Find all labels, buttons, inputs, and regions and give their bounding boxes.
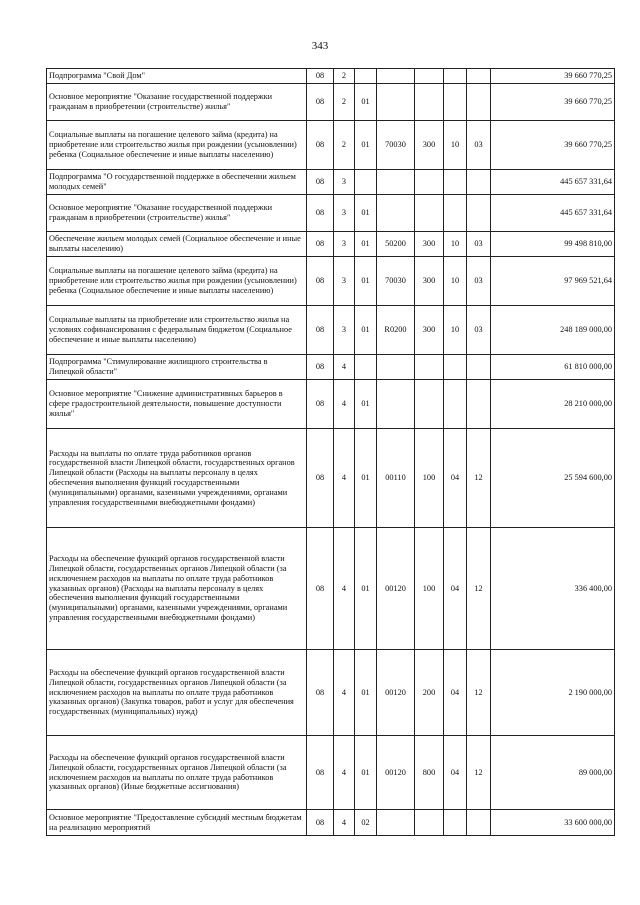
amount-cell: 25 594 600,00 [491,429,615,528]
col3-cell: 01 [355,84,377,121]
amount-cell: 39 660 770,25 [491,69,615,84]
col7-cell: 12 [467,528,491,650]
col2-cell: 2 [334,69,355,84]
row-name-cell: Подпрограмма "О государственной поддержке в обеспечении жильем молодых семей" [47,170,307,195]
col2-cell: 3 [334,195,355,232]
col5-cell: 200 [415,650,444,736]
amount-cell: 61 810 000,00 [491,355,615,380]
table-row [47,170,615,195]
col6-cell [444,810,467,836]
budget-table [46,68,615,836]
col7-cell: 03 [467,306,491,355]
col1-cell: 08 [307,306,334,355]
col1-cell: 08 [307,195,334,232]
col3-cell [355,69,377,84]
col4-cell: 00110 [377,429,415,528]
col2-cell: 2 [334,84,355,121]
col5-cell: 300 [415,121,444,170]
col2-cell: 4 [334,355,355,380]
col6-cell [444,69,467,84]
amount-cell: 28 210 000,00 [491,380,615,429]
col1-cell: 08 [307,84,334,121]
col2-cell: 3 [334,232,355,257]
col6-cell: 10 [444,232,467,257]
amount-cell: 89 000,00 [491,736,615,810]
col7-cell [467,84,491,121]
row-name-cell: Подпрограмма "Стимулирование жилищного строительства в Липецкой области" [47,355,307,380]
col3-cell: 01 [355,736,377,810]
col1-cell: 08 [307,257,334,306]
col5-cell: 300 [415,232,444,257]
col7-cell: 12 [467,736,491,810]
col7-cell [467,810,491,836]
col3-cell: 01 [355,528,377,650]
row-name-cell: Социальные выплаты на погашение целевого займа (кредита) на приобретение или строительство жилья при рождении (усыновлении) ребенка (Социальное обеспечение и иные выплаты населению) [47,257,307,306]
col4-cell [377,170,415,195]
col4-cell [377,84,415,121]
col3-cell: 01 [355,380,377,429]
col6-cell: 04 [444,528,467,650]
amount-cell: 2 190 000,00 [491,650,615,736]
col4-cell: 50200 [377,232,415,257]
col7-cell: 03 [467,121,491,170]
col3-cell: 01 [355,306,377,355]
table-row [47,650,615,736]
col3-cell: 01 [355,121,377,170]
col1-cell: 08 [307,380,334,429]
table-row [47,736,615,810]
table-row [47,195,615,232]
col3-cell [355,170,377,195]
col6-cell [444,84,467,121]
col7-cell [467,69,491,84]
col1-cell: 08 [307,810,334,836]
col6-cell [444,170,467,195]
col4-cell [377,69,415,84]
col2-cell: 4 [334,528,355,650]
col2-cell: 4 [334,429,355,528]
col1-cell: 08 [307,355,334,380]
col3-cell: 01 [355,650,377,736]
col5-cell: 100 [415,429,444,528]
row-name-cell: Основное мероприятие "Оказание государственной поддержки гражданам в приобретении (строительстве) жилья" [47,84,307,121]
col7-cell: 03 [467,232,491,257]
col6-cell: 10 [444,306,467,355]
col5-cell [415,810,444,836]
amount-cell: 445 657 331,64 [491,195,615,232]
col7-cell [467,170,491,195]
row-name-cell: Расходы на выплаты по оплате труда работников органов государственной власти Липецкой области, государственных органов Липецкой области (Расходы на выплаты персоналу в целях обеспечения выполнения функций государственными (муниципальными) органами, казенными учреждениями, органами управления государственными внебюджетными фондами) [47,429,307,528]
col7-cell: 03 [467,257,491,306]
col1-cell: 08 [307,69,334,84]
col1-cell: 08 [307,429,334,528]
col5-cell [415,84,444,121]
col4-cell [377,355,415,380]
amount-cell: 39 660 770,25 [491,121,615,170]
table-row [47,355,615,380]
row-name-cell: Социальные выплаты на приобретение или строительство жилья на условиях софинансирования с федеральным бюджетом (Социальное обеспечение и иные выплаты населению) [47,306,307,355]
col2-cell: 3 [334,306,355,355]
table-row [47,69,615,84]
col5-cell [415,170,444,195]
table-row [47,810,615,836]
col3-cell: 01 [355,257,377,306]
col3-cell: 02 [355,810,377,836]
amount-cell: 248 189 000,00 [491,306,615,355]
col5-cell: 300 [415,306,444,355]
col1-cell: 08 [307,232,334,257]
col2-cell: 4 [334,380,355,429]
col6-cell: 10 [444,257,467,306]
table-row [47,429,615,528]
col4-cell [377,810,415,836]
col4-cell: 00120 [377,736,415,810]
amount-cell: 97 969 521,64 [491,257,615,306]
col7-cell: 12 [467,429,491,528]
table-row [47,528,615,650]
col6-cell: 04 [444,650,467,736]
col5-cell [415,380,444,429]
col7-cell: 12 [467,650,491,736]
page-number: 343 [311,40,329,52]
col4-cell: 00120 [377,528,415,650]
col5-cell: 100 [415,528,444,650]
col2-cell: 4 [334,736,355,810]
col6-cell [444,355,467,380]
col6-cell [444,380,467,429]
row-name-cell: Расходы на обеспечение функций органов государственной власти Липецкой области, государственных органов Липецкой области (за исключением расходов на выплаты по оплате труда работников указанных органов) (Закупка товаров, работ и услуг для обеспечения государственных (муниципальных) нужд) [47,650,307,736]
col2-cell: 4 [334,650,355,736]
table-row [47,257,615,306]
col5-cell [415,355,444,380]
table-row [47,306,615,355]
amount-cell: 336 400,00 [491,528,615,650]
amount-cell: 33 600 000,00 [491,810,615,836]
col1-cell: 08 [307,650,334,736]
col1-cell: 08 [307,170,334,195]
amount-cell: 445 657 331,64 [491,170,615,195]
col4-cell: 70030 [377,257,415,306]
col7-cell [467,355,491,380]
amount-cell: 99 498 810,00 [491,232,615,257]
col5-cell: 800 [415,736,444,810]
col6-cell: 04 [444,736,467,810]
table-row [47,84,615,121]
row-name-cell: Основное мероприятие "Предоставление субсидий местным бюджетам на реализацию мероприятий [47,810,307,836]
col7-cell [467,380,491,429]
col2-cell: 3 [334,170,355,195]
col1-cell: 08 [307,736,334,810]
row-name-cell: Основное мероприятие "Оказание государственной поддержки гражданам в приобретении (строительстве) жилья" [47,195,307,232]
table-row [47,121,615,170]
col3-cell: 01 [355,232,377,257]
col4-cell [377,195,415,232]
col3-cell [355,355,377,380]
col4-cell: 70030 [377,121,415,170]
table-row [47,232,615,257]
col3-cell: 01 [355,195,377,232]
row-name-cell: Подпрограмма "Свой Дом" [47,69,307,84]
col1-cell: 08 [307,528,334,650]
row-name-cell: Социальные выплаты на погашение целевого займа (кредита) на приобретение или строительство жилья при рождении (усыновлении) ребенка (Социальное обеспечение и иные выплаты населению) [47,121,307,170]
row-name-cell: Основное мероприятие "Снижение административных барьеров в сфере градостроительной деятельности, повышение доступности жилья" [47,380,307,429]
col3-cell: 01 [355,429,377,528]
col6-cell [444,195,467,232]
col5-cell: 300 [415,257,444,306]
col2-cell: 3 [334,257,355,306]
row-name-cell: Расходы на обеспечение функций органов государственной власти Липецкой области, государственных органов Липецкой области (за исключением расходов на выплаты по оплате труда работников указанных органов) (Расходы на выплаты персоналу в целях обеспечения выполнения функций государственными (муниципальными) органами, казенными учреждениями, органами управления государственными внебюджетными фондами) [47,528,307,650]
col5-cell [415,195,444,232]
col6-cell: 04 [444,429,467,528]
col5-cell [415,69,444,84]
row-name-cell: Расходы на обеспечение функций органов государственной власти Липецкой области, государственных органов Липецкой области (за исключением расходов на выплаты по оплате труда работников указанных органов) (Иные бюджетные ассигнования) [47,736,307,810]
col1-cell: 08 [307,121,334,170]
col6-cell: 10 [444,121,467,170]
row-name-cell: Обеспечение жильем молодых семей (Социальное обеспечение и иные выплаты населению) [47,232,307,257]
amount-cell: 39 660 770,25 [491,84,615,121]
col4-cell: R0200 [377,306,415,355]
col4-cell: 00120 [377,650,415,736]
col7-cell [467,195,491,232]
col4-cell [377,380,415,429]
col2-cell: 4 [334,810,355,836]
table-row [47,380,615,429]
col2-cell: 2 [334,121,355,170]
